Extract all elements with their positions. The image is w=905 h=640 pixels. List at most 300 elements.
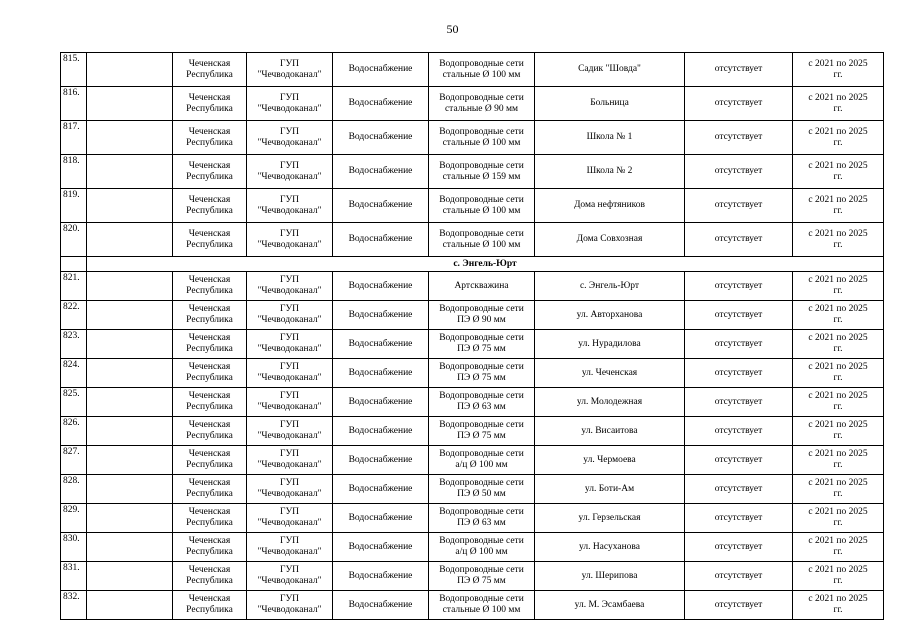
cell-line: ГУП (279, 92, 300, 103)
cell-line: с 2021 по 2025 (808, 420, 868, 430)
cell-object (429, 562, 535, 591)
cell-line: "Чечводоканал" (257, 402, 322, 412)
cell-line: "Чечводоканал" (257, 171, 322, 182)
cell-line: Водопроводные сети (439, 333, 524, 343)
cell-object (429, 359, 535, 388)
table-row (61, 417, 884, 446)
cell-line: гг. (833, 239, 843, 250)
row-number: 818. (61, 155, 87, 189)
cell-status: отсутствует (685, 189, 793, 223)
cell-period (793, 223, 884, 257)
cell-period (793, 87, 884, 121)
cell-organization (247, 388, 333, 417)
cell-line: "Чечводоканал" (257, 576, 322, 586)
row-number: 825. (61, 388, 87, 417)
cell-period (793, 272, 884, 301)
cell-line: Республика (186, 460, 233, 470)
cell-status: отсутствует (685, 591, 793, 620)
cell-line: "Чечводоканал" (257, 205, 322, 216)
cell-line: гг. (833, 137, 843, 148)
cell-object (429, 189, 535, 223)
cell-line: Водопроводные сети (439, 594, 524, 604)
cell-line: гг. (833, 460, 843, 470)
cell-object (429, 504, 535, 533)
row-number: 823. (61, 330, 87, 359)
row-number: 821. (61, 272, 87, 301)
row-number: 829. (61, 504, 87, 533)
cell-region (173, 562, 247, 591)
cell-line: "Чечводоканал" (257, 344, 322, 354)
cell-organization (247, 272, 333, 301)
cell-line: с 2021 по 2025 (808, 362, 868, 372)
cell-object (429, 591, 535, 620)
cell-period (793, 53, 884, 87)
cell-organization (247, 87, 333, 121)
cell-line: гг. (833, 205, 843, 216)
cell-period (793, 533, 884, 562)
cell-object (429, 87, 535, 121)
cell-line: с 2021 по 2025 (808, 160, 868, 171)
cell-line: Республика (186, 315, 233, 325)
cell-location: с. Энгель-Юрт (535, 272, 685, 301)
cell-line: гг. (833, 103, 843, 114)
cell-service-type: Водоснабжение (333, 330, 429, 359)
cell-object (429, 53, 535, 87)
cell-organization (247, 359, 333, 388)
cell-line: Чеченская (188, 536, 231, 546)
cell-line: Республика (186, 286, 233, 296)
cell-line: гг. (833, 315, 843, 325)
cell-status: отсутствует (685, 359, 793, 388)
cell-service-type: Водоснабжение (333, 155, 429, 189)
cell-organization (247, 189, 333, 223)
cell-line: с 2021 по 2025 (808, 536, 868, 546)
row-number: 815. (61, 53, 87, 87)
cell-line: Чеченская (188, 58, 231, 69)
cell-service-type: Водоснабжение (333, 475, 429, 504)
cell-status: отсутствует (685, 121, 793, 155)
cell-object (429, 301, 535, 330)
cell-location: ул. Боти-Ам (535, 475, 685, 504)
cell-line: Чеченская (188, 594, 231, 604)
cell-location: Дома нефтяников (535, 189, 685, 223)
cell-line: ГУП (279, 228, 300, 239)
table-row (61, 591, 884, 620)
cell-status: отсутствует (685, 53, 793, 87)
cell-line: "Чечводоканал" (257, 460, 322, 470)
cell-line: Чеченская (188, 391, 231, 401)
cell-blank (87, 53, 173, 87)
cell-line: Чеченская (188, 507, 231, 517)
cell-organization (247, 301, 333, 330)
cell-status: отсутствует (685, 475, 793, 504)
cell-object (429, 475, 535, 504)
cell-blank (87, 417, 173, 446)
cell-line: "Чечводоканал" (257, 137, 322, 148)
cell-service-type: Водоснабжение (333, 121, 429, 155)
cell-region (173, 446, 247, 475)
cell-period (793, 446, 884, 475)
cell-object (429, 272, 535, 301)
table-row (61, 359, 884, 388)
cell-line: гг. (833, 344, 843, 354)
cell-line: стальные Ø 100 мм (442, 205, 521, 216)
cell-line: Водопроводные сети (439, 565, 524, 575)
cell-line: Республика (186, 518, 233, 528)
cell-region (173, 272, 247, 301)
cell-line: стальные Ø 159 мм (442, 171, 521, 182)
cell-line: Республика (186, 431, 233, 441)
table-row (61, 562, 884, 591)
table-row (61, 388, 884, 417)
cell-location: ул. Молодежная (535, 388, 685, 417)
cell-object (429, 223, 535, 257)
cell-line: ПЭ Ø 75 мм (457, 576, 506, 586)
cell-service-type: Водоснабжение (333, 446, 429, 475)
cell-status: отсутствует (685, 272, 793, 301)
cell-period (793, 330, 884, 359)
cell-organization (247, 330, 333, 359)
cell-organization (247, 417, 333, 446)
table-row (61, 504, 884, 533)
table-row (61, 53, 884, 87)
cell-object (429, 533, 535, 562)
cell-service-type: Водоснабжение (333, 504, 429, 533)
cell-region (173, 223, 247, 257)
cell-line: стальные Ø 90 мм (444, 103, 519, 114)
cell-line: Республика (186, 547, 233, 557)
cell-status: отсутствует (685, 330, 793, 359)
page-number: 50 (446, 22, 459, 36)
cell-line: ГУП (279, 391, 300, 401)
cell-line: ГУП (279, 58, 300, 69)
cell-line: Водопроводные сети (439, 228, 524, 239)
cell-organization (247, 223, 333, 257)
cell-line: с 2021 по 2025 (808, 228, 868, 239)
cell-region (173, 417, 247, 446)
cell-line: "Чечводоканал" (257, 286, 322, 296)
cell-line: гг. (833, 576, 843, 586)
cell-organization (247, 533, 333, 562)
cell-line: "Чечводоканал" (257, 103, 322, 114)
cell-line: стальные Ø 100 мм (442, 605, 521, 615)
cell-period (793, 189, 884, 223)
cell-line: ГУП (279, 160, 300, 171)
cell-location: Садик "Шовда" (535, 53, 685, 87)
table-row (61, 475, 884, 504)
table-row (61, 446, 884, 475)
cell-line: стальные Ø 100 мм (442, 137, 521, 148)
cell-line: Чеченская (188, 275, 231, 285)
cell-status: отсутствует (685, 417, 793, 446)
cell-line: Чеченская (188, 304, 231, 314)
cell-object (429, 388, 535, 417)
cell-blank (87, 87, 173, 121)
cell-status: отсутствует (685, 388, 793, 417)
cell-status: отсутствует (685, 504, 793, 533)
cell-period (793, 359, 884, 388)
cell-line: Водопроводные сети (439, 194, 524, 205)
cell-period (793, 562, 884, 591)
cell-line: ГУП (279, 362, 300, 372)
cell-object (429, 417, 535, 446)
cell-status: отсутствует (685, 223, 793, 257)
cell-region (173, 533, 247, 562)
cell-line: Чеченская (188, 478, 231, 488)
cell-status: отсутствует (685, 87, 793, 121)
cell-object (429, 121, 535, 155)
cell-service-type: Водоснабжение (333, 388, 429, 417)
registry-table (60, 52, 884, 620)
cell-line: ПЭ Ø 63 мм (457, 402, 506, 412)
cell-line: с 2021 по 2025 (808, 594, 868, 604)
cell-organization (247, 446, 333, 475)
cell-blank (87, 301, 173, 330)
cell-region (173, 388, 247, 417)
table-row (61, 272, 884, 301)
cell-period (793, 475, 884, 504)
table-row (61, 189, 884, 223)
row-number: 826. (61, 417, 87, 446)
cell-object (429, 330, 535, 359)
cell-line: ГУП (279, 194, 300, 205)
cell-line: "Чечводоканал" (257, 373, 322, 383)
cell-line: ПЭ Ø 63 мм (457, 518, 506, 528)
cell-location: ул. Чермоева (535, 446, 685, 475)
table-row (61, 121, 884, 155)
cell-region (173, 504, 247, 533)
cell-line: Водопроводные сети (439, 304, 524, 314)
cell-line: ГУП (279, 565, 300, 575)
row-number: 831. (61, 562, 87, 591)
cell-line: Водопроводные сети (439, 92, 524, 103)
cell-region (173, 359, 247, 388)
cell-line: "Чечводоканал" (257, 547, 322, 557)
cell-line: с 2021 по 2025 (808, 126, 868, 137)
cell-service-type: Водоснабжение (333, 189, 429, 223)
cell-blank (87, 359, 173, 388)
cell-location: ул. Насуханова (535, 533, 685, 562)
cell-line: с 2021 по 2025 (808, 449, 868, 459)
cell-service-type: Водоснабжение (333, 87, 429, 121)
cell-region (173, 87, 247, 121)
cell-line: Чеченская (188, 126, 231, 137)
row-number: 820. (61, 223, 87, 257)
cell-line: гг. (833, 518, 843, 528)
cell-location: Больница (535, 87, 685, 121)
cell-location: ул. Нурадилова (535, 330, 685, 359)
cell-line: Республика (186, 69, 233, 80)
cell-service-type: Водоснабжение (333, 533, 429, 562)
cell-line: ГУП (279, 333, 300, 343)
row-number: 832. (61, 591, 87, 620)
cell-line: Чеченская (188, 420, 231, 430)
row-number: 816. (61, 87, 87, 121)
cell-line: Водопроводные сети (439, 478, 524, 488)
cell-region (173, 330, 247, 359)
cell-service-type: Водоснабжение (333, 223, 429, 257)
cell-period (793, 388, 884, 417)
cell-region (173, 53, 247, 87)
row-number: 827. (61, 446, 87, 475)
cell-line: "Чечводоканал" (257, 518, 322, 528)
cell-line: Водопроводные сети (439, 160, 524, 171)
cell-line: гг. (833, 171, 843, 182)
cell-service-type: Водоснабжение (333, 417, 429, 446)
cell-organization (247, 475, 333, 504)
row-number: 824. (61, 359, 87, 388)
cell-line: "Чечводоканал" (257, 69, 322, 80)
cell-line: а/ц Ø 100 мм (455, 547, 508, 557)
cell-region (173, 189, 247, 223)
cell-line: с 2021 по 2025 (808, 92, 868, 103)
cell-line: Чеченская (188, 228, 231, 239)
cell-line: Чеченская (188, 362, 231, 372)
cell-line: с 2021 по 2025 (808, 565, 868, 575)
cell-line: ГУП (279, 507, 300, 517)
cell-line: гг. (833, 402, 843, 412)
cell-line: стальные Ø 100 мм (442, 239, 521, 250)
cell-region (173, 155, 247, 189)
cell-line: Республика (186, 239, 233, 250)
cell-period (793, 417, 884, 446)
cell-line: гг. (833, 373, 843, 383)
cell-line: ГУП (279, 126, 300, 137)
cell-location: ул. М. Эсамбаева (535, 591, 685, 620)
cell-line: гг. (833, 605, 843, 615)
cell-line: ГУП (279, 594, 300, 604)
cell-line: ГУП (279, 536, 300, 546)
cell-line: Водопроводные сети (439, 362, 524, 372)
cell-status: отсутствует (685, 562, 793, 591)
cell-line: с 2021 по 2025 (808, 478, 868, 488)
row-number: 819. (61, 189, 87, 223)
cell-line: "Чечводоканал" (257, 315, 322, 325)
cell-status: отсутствует (685, 155, 793, 189)
cell-line: ГУП (279, 304, 300, 314)
cell-line: ПЭ Ø 75 мм (457, 431, 506, 441)
cell-line: ГУП (279, 275, 300, 285)
cell-line: Водопроводные сети (439, 391, 524, 401)
cell-line: Республика (186, 103, 233, 114)
cell-period (793, 504, 884, 533)
cell-line: гг. (833, 489, 843, 499)
section-cell-blank (61, 257, 87, 272)
cell-location: ул. Висаитова (535, 417, 685, 446)
section-label: с. Энгель-Юрт (87, 257, 884, 272)
cell-location: ул. Шерипова (535, 562, 685, 591)
cell-line: "Чечводоканал" (257, 605, 322, 615)
cell-line: ГУП (279, 449, 300, 459)
cell-line: стальные Ø 100 мм (442, 69, 521, 80)
cell-line: ПЭ Ø 90 мм (457, 315, 506, 325)
cell-line: Водопроводные сети (439, 420, 524, 430)
cell-period (793, 121, 884, 155)
table-row (61, 301, 884, 330)
cell-service-type: Водоснабжение (333, 591, 429, 620)
cell-line: с 2021 по 2025 (808, 333, 868, 343)
cell-line: ПЭ Ø 75 мм (457, 373, 506, 383)
cell-line: с 2021 по 2025 (808, 58, 868, 69)
cell-blank (87, 330, 173, 359)
cell-period (793, 155, 884, 189)
cell-status: отсутствует (685, 446, 793, 475)
cell-period (793, 591, 884, 620)
cell-organization (247, 121, 333, 155)
row-number: 830. (61, 533, 87, 562)
table-row (61, 87, 884, 121)
cell-status: отсутствует (685, 533, 793, 562)
cell-blank (87, 533, 173, 562)
cell-blank (87, 591, 173, 620)
cell-blank (87, 189, 173, 223)
cell-organization (247, 155, 333, 189)
cell-period (793, 301, 884, 330)
cell-line: Артскважина (454, 280, 509, 291)
cell-line: "Чечводоканал" (257, 431, 322, 441)
row-number: 817. (61, 121, 87, 155)
cell-line: Водопроводные сети (439, 58, 524, 69)
cell-line: Чеченская (188, 565, 231, 575)
cell-location: ул. Чеченская (535, 359, 685, 388)
cell-region (173, 591, 247, 620)
cell-line: Водопроводные сети (439, 507, 524, 517)
cell-location: Школа № 2 (535, 155, 685, 189)
cell-line: Республика (186, 576, 233, 586)
cell-blank (87, 504, 173, 533)
table-row (61, 533, 884, 562)
cell-location: ул. Авторханова (535, 301, 685, 330)
cell-blank (87, 155, 173, 189)
cell-service-type: Водоснабжение (333, 359, 429, 388)
cell-service-type: Водоснабжение (333, 301, 429, 330)
cell-location: Школа № 1 (535, 121, 685, 155)
section-row (61, 257, 884, 272)
cell-line: "Чечводоканал" (257, 489, 322, 499)
table-row (61, 330, 884, 359)
table-body-upper (61, 53, 884, 257)
cell-location: Дома Совхозная (535, 223, 685, 257)
cell-object (429, 446, 535, 475)
cell-line: Чеченская (188, 92, 231, 103)
cell-line: Республика (186, 344, 233, 354)
cell-region (173, 121, 247, 155)
cell-line: Республика (186, 171, 233, 182)
table-row (61, 155, 884, 189)
cell-line: Чеченская (188, 194, 231, 205)
cell-blank (87, 272, 173, 301)
cell-line: Чеченская (188, 449, 231, 459)
cell-line: гг. (833, 286, 843, 296)
cell-line: Республика (186, 489, 233, 499)
cell-blank (87, 475, 173, 504)
cell-line: Республика (186, 605, 233, 615)
cell-line: ПЭ Ø 50 мм (457, 489, 506, 499)
row-number: 828. (61, 475, 87, 504)
cell-line: Чеченская (188, 160, 231, 171)
cell-line: Республика (186, 205, 233, 216)
row-number: 822. (61, 301, 87, 330)
cell-organization (247, 504, 333, 533)
cell-line: с 2021 по 2025 (808, 194, 868, 205)
cell-service-type: Водоснабжение (333, 272, 429, 301)
cell-line: Чеченская (188, 333, 231, 343)
cell-region (173, 475, 247, 504)
table-row (61, 223, 884, 257)
section-header (61, 257, 884, 272)
cell-line: с 2021 по 2025 (808, 507, 868, 517)
cell-line: ГУП (279, 420, 300, 430)
